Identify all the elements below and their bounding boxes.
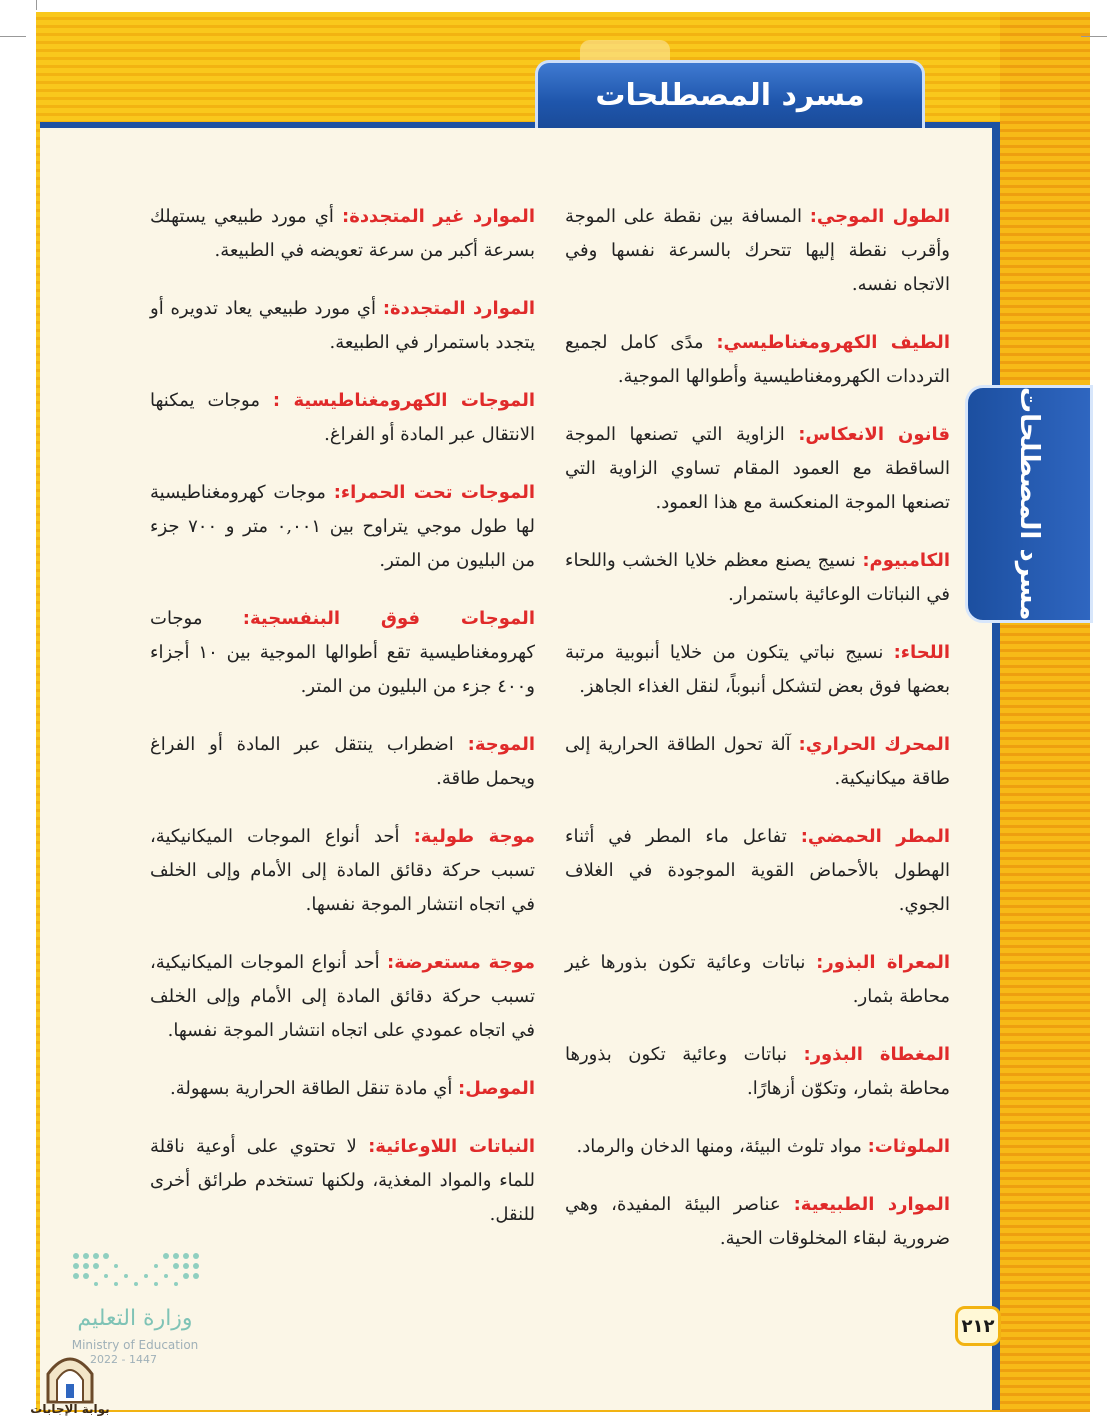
glossary-term: اللحاء:	[893, 642, 950, 663]
glossary-column-right	[565, 200, 950, 1280]
side-section-label: مسرد المصطلحات	[1014, 387, 1044, 621]
glossary-term: الموجات الكهرومغناطيسية :	[272, 390, 535, 411]
glossary-term: المحرك الحراري:	[798, 734, 950, 755]
glossary-entry	[565, 946, 950, 1014]
gate-icon	[30, 1348, 110, 1404]
glossary-term: المغطاة البذور:	[803, 1044, 950, 1065]
glossary-definition: موجات يمكنها الانتقال عبر المادة أو الفراغ.	[150, 390, 535, 445]
glossary-entry	[565, 418, 950, 520]
glossary-definition: تفاعل ماء المطر في أثناء الهطول بالأحماض القوية الموجودة في الغلاف الجوي.	[565, 826, 950, 915]
site-label: بوابة الإجابات	[30, 1402, 110, 1416]
glossary-entry	[150, 728, 535, 796]
glossary-definition: أي مورد طبيعي يستهلك بسرعة أكبر من سرعة تعويضه في الطبيعة.	[150, 206, 535, 261]
crop-mark	[36, 0, 37, 10]
glossary-entry	[565, 728, 950, 796]
glossary-definition: لا تحتوي على أوعية ناقلة للماء والمواد المغذية، ولكنها تستخدم طرائق أخرى للنقل.	[150, 1136, 535, 1225]
glossary-column-left	[150, 200, 535, 1256]
glossary-entry	[565, 1130, 950, 1164]
site-logo	[30, 1348, 110, 1420]
glossary-entry	[150, 946, 535, 1048]
glossary-entry	[150, 476, 535, 578]
glossary-entry	[565, 544, 950, 612]
glossary-definition: آلة تحول الطاقة الحرارية إلى طاقة ميكانيكية.	[565, 734, 950, 789]
glossary-definition: موجات كهرومغناطيسية لها طول موجي يتراوح بين ٠,٠٠١ متر و ٧٠٠ جزء من البليون من المتر.	[150, 482, 535, 571]
glossary-definition: مدًى كامل لجميع الترددات الكهرومغناطيسية وأطوالها الموجية.	[565, 332, 950, 387]
ministry-name-english: Ministry of Education	[71, 1338, 199, 1352]
glossary-term: قانون الانعكاس:	[798, 424, 950, 445]
glossary-term: الموارد الطبيعية:	[793, 1194, 950, 1215]
glossary-entry	[150, 602, 535, 704]
glossary-term: موجة مستعرضة:	[387, 952, 535, 973]
glossary-definition: أحد أنواع الموجات الميكانيكية، تسبب حركة دقائق المادة إلى الأمام وإلى الخلف في اتجاه انتشار الموجة نفسها.	[150, 826, 535, 915]
glossary-term: الموجات فوق البنفسجية:	[242, 608, 535, 629]
glossary-entry	[565, 1188, 950, 1256]
glossary-entry	[150, 1130, 535, 1232]
page-title: مسرد المصطلحات	[595, 78, 865, 113]
glossary-term: الموصل:	[458, 1078, 535, 1099]
glossary-term: الموجات تحت الحمراء:	[333, 482, 535, 503]
side-section-tab	[965, 385, 1093, 623]
glossary-term: المطر الحمضي:	[800, 826, 950, 847]
page-title-tab	[535, 60, 925, 128]
glossary-term: الطيف الكهرومغناطيسي:	[716, 332, 950, 353]
glossary-term: موجة طولية:	[413, 826, 535, 847]
glossary-definition: مواد تلوث البيئة، ومنها الدخان والرماد.	[576, 1136, 868, 1157]
glossary-definition: الزاوية التي تصنعها الموجة الساقطة مع العمود المقام تساوي الزاوية التي تصنعها الموجة المنعكسة مع هذا العمود.	[565, 424, 950, 513]
glossary-definition: المسافة بين نقطة على الموجة وأقرب نقطة إليها تتحرك بالسرعة نفسها وفي الاتجاه نفسه.	[565, 206, 950, 295]
glossary-entry	[150, 1072, 535, 1106]
glossary-definition: موجات كهرومغناطيسية تقع أطوالها الموجية بين ١٠ أجزاء و٤٠٠ جزء من البليون من المتر.	[150, 608, 535, 697]
glossary-entry	[565, 200, 950, 302]
glossary-term: الملوثات:	[867, 1136, 950, 1157]
glossary-entry	[565, 636, 950, 704]
glossary-term: الموارد المتجددة:	[382, 298, 535, 319]
glossary-term: الموارد غير المتجددة:	[342, 206, 535, 227]
glossary-definition: عناصر البيئة المفيدة، وهي ضرورية لبقاء المخلوقات الحية.	[565, 1194, 950, 1249]
glossary-entry	[565, 820, 950, 922]
glossary-entry	[565, 326, 950, 394]
glossary-term: المعراة البذور:	[816, 952, 950, 973]
crop-mark	[0, 36, 26, 37]
panel-border-right	[992, 122, 1000, 1410]
ministry-year: 2022 - 1447	[90, 1353, 157, 1366]
glossary-definition: أي مادة تنقل الطاقة الحرارية بسهولة.	[169, 1078, 459, 1099]
glossary-definition: اضطراب ينتقل عبر المادة أو الفراغ ويحمل طاقة.	[150, 734, 535, 789]
ministry-dots-icon	[66, 1250, 206, 1290]
glossary-entry	[565, 1038, 950, 1106]
glossary-definition: أحد أنواع الموجات الميكانيكية، تسبب حركة دقائق المادة إلى الأمام وإلى الخلف في اتجاه عمودي على اتجاه انتشار الموجة نفسها.	[150, 952, 535, 1041]
glossary-definition: نسيج يصنع معظم خلايا الخشب واللحاء في النباتات الوعائية باستمرار.	[565, 550, 950, 605]
glossary-term: الطول الموجي:	[809, 206, 950, 227]
glossary-term: الموجة:	[467, 734, 535, 755]
glossary-term: الكامبيوم:	[862, 550, 950, 571]
ministry-name-arabic: وزارة التعليم	[77, 1306, 193, 1331]
glossary-entry	[150, 820, 535, 922]
glossary-term: النباتات اللاوعائية:	[368, 1136, 535, 1157]
page-number: ٢١٢	[955, 1306, 1001, 1346]
crop-mark	[1081, 36, 1107, 37]
glossary-definition: أي مورد طبيعي يعاد تدويره أو يتجدد باستمرار في الطبيعة.	[150, 298, 535, 353]
glossary-entry	[150, 292, 535, 360]
page-frame-edge	[1000, 12, 1090, 1412]
glossary-definition: نباتات وعائية تكون بذورها محاطة بثمار، وتكوّن أزهارًا.	[565, 1044, 950, 1099]
glossary-definition: نسيج نباتي يتكون من خلايا أنبوبية مرتبة بعضها فوق بعض لتشكل أنبوباً، لنقل الغذاء الجاهز.	[565, 642, 950, 697]
glossary-entry	[150, 200, 535, 268]
glossary-definition: نباتات وعائية تكون بذورها غير محاطة بثمار.	[565, 952, 950, 1007]
glossary-entry	[150, 384, 535, 452]
